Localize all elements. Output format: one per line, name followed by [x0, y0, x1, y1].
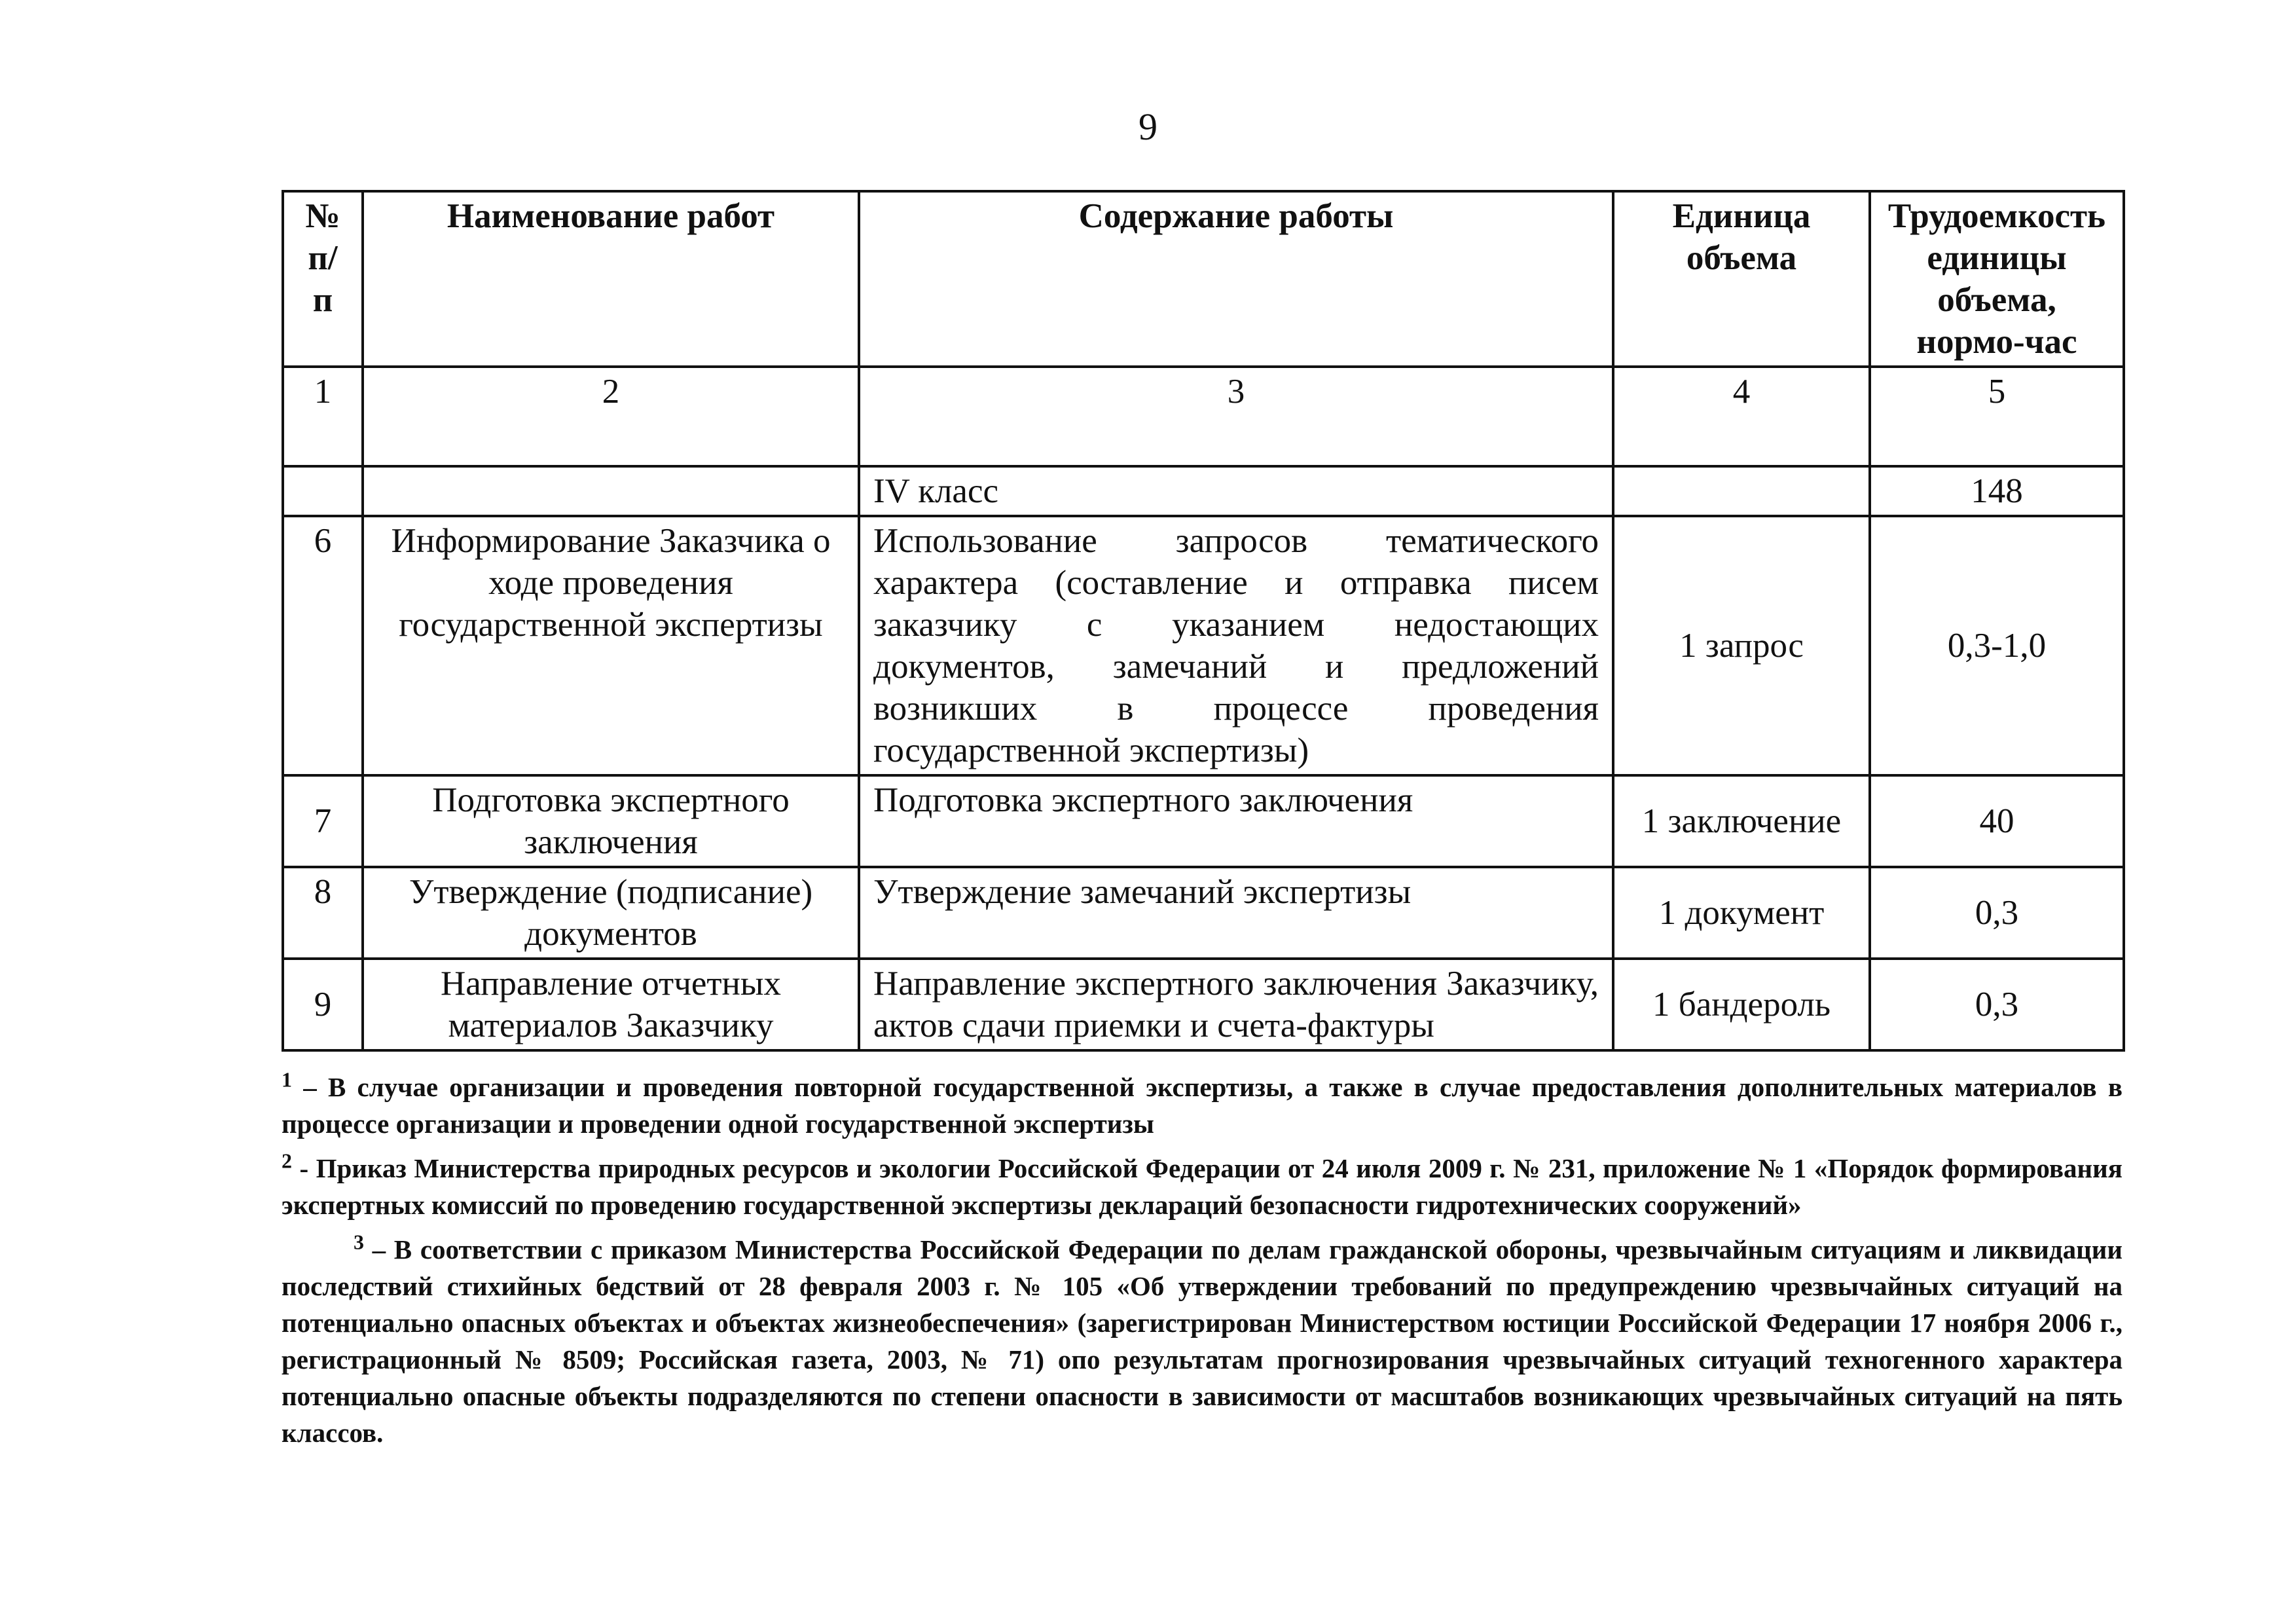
- row-unit: 1 бандероль: [1613, 959, 1870, 1050]
- page-number: 9: [1139, 105, 1157, 148]
- row-name: [363, 466, 859, 516]
- table-row: [283, 466, 2124, 516]
- header-content: Содержание работы: [859, 191, 1613, 367]
- column-index: 5: [1870, 367, 2124, 466]
- footnote-text: - Приказ Министерства природных ресурсов и экологии Российской Федерации от 24 июля 2009 г. № 231, приложение № 1 «Порядок формирования экспертных комиссий по проведению государственной экспертизы деклараций безопасности гидротехнических сооружений»: [282, 1153, 2123, 1220]
- table-row: [283, 867, 2124, 959]
- table-row: [283, 959, 2124, 1050]
- footnote-2: [282, 1150, 2123, 1223]
- row-num: 9: [283, 959, 363, 1050]
- footnotes: [282, 1069, 2123, 1459]
- table-row: [283, 516, 2124, 775]
- row-num: [283, 466, 363, 516]
- header-labor: Трудоемкость единицы объема, нормо-час: [1870, 191, 2124, 367]
- row-name: Информирование Заказчика о ходе проведения государственной экспертизы: [363, 516, 859, 775]
- table-header-row: [283, 191, 2124, 367]
- row-name: Направление отчетных материалов Заказчику: [363, 959, 859, 1050]
- row-labor: 0,3-1,0: [1870, 516, 2124, 775]
- table-row: [283, 775, 2124, 867]
- footnote-text: – В случае организации и проведения повторной государственной экспертизы, а также в случае предоставления дополнительных материалов в процессе организации и проведении одной государственной экспертизы: [282, 1072, 2123, 1139]
- row-unit: [1613, 466, 1870, 516]
- header-name: Наименование работ: [363, 191, 859, 367]
- header-unit: Единица объема: [1613, 191, 1870, 367]
- row-num: 7: [283, 775, 363, 867]
- header-num: № п/ п: [283, 191, 363, 367]
- row-unit: 1 документ: [1613, 867, 1870, 959]
- column-index: 3: [859, 367, 1613, 466]
- row-name: Подготовка экспертного заключения: [363, 775, 859, 867]
- footnote-text: – В соответствии с приказом Министерства Российской Федерации по делам гражданской обороны, чрезвычайным ситуациям и ликвидации последствий стихийных бедствий от 28 февраля 2003 г. № 105 «Об утверждении требований по предупреждению чрезвычайных ситуаций на потенциально опасных объектах и объектах жизнеобеспечения» (зарегистрирован Министерством юстиции Российской Федерации 17 ноября 2006 г., регистрационный № 8509; Российская газета, 2003, № 71) опо результатам прогнозирования чрезвычайных ситуаций техногенного характера потенциально опасные объекты подразделяются по степени опасности в зависимости от масштабов возникающих чрезвычайных ситуаций на пять классов.: [282, 1234, 2123, 1448]
- row-num: 6: [283, 516, 363, 775]
- row-unit: 1 запрос: [1613, 516, 1870, 775]
- row-labor: 40: [1870, 775, 2124, 867]
- column-index-row: [283, 367, 2124, 466]
- row-content: Подготовка экспертного заключения: [859, 775, 1613, 867]
- row-labor: 0,3: [1870, 867, 2124, 959]
- footnote-mark: 2: [282, 1149, 292, 1173]
- row-content: Использование запросов тематического характера (составление и отправка писем заказчику с указанием недостающих документов, замечаний и предложений возникших в процессе проведения государственной экспертизы): [859, 516, 1613, 775]
- row-unit: 1 заключение: [1613, 775, 1870, 867]
- column-index: 1: [283, 367, 363, 466]
- labor-norms-table: [282, 190, 2125, 1052]
- column-index: 2: [363, 367, 859, 466]
- row-num: 8: [283, 867, 363, 959]
- row-content: Направление экспертного заключения Заказчику, актов сдачи приемки и счета-фактуры: [859, 959, 1613, 1050]
- row-name: Утверждение (подписание) документов: [363, 867, 859, 959]
- footnote-mark: 3: [354, 1230, 364, 1254]
- column-index: 4: [1613, 367, 1870, 466]
- row-content: IV класс: [859, 466, 1613, 516]
- row-labor: 148: [1870, 466, 2124, 516]
- row-labor: 0,3: [1870, 959, 2124, 1050]
- footnote-mark: 1: [282, 1067, 292, 1092]
- footnote-1: [282, 1069, 2123, 1142]
- footnote-3: [282, 1231, 2123, 1451]
- row-content: Утверждение замечаний экспертизы: [859, 867, 1613, 959]
